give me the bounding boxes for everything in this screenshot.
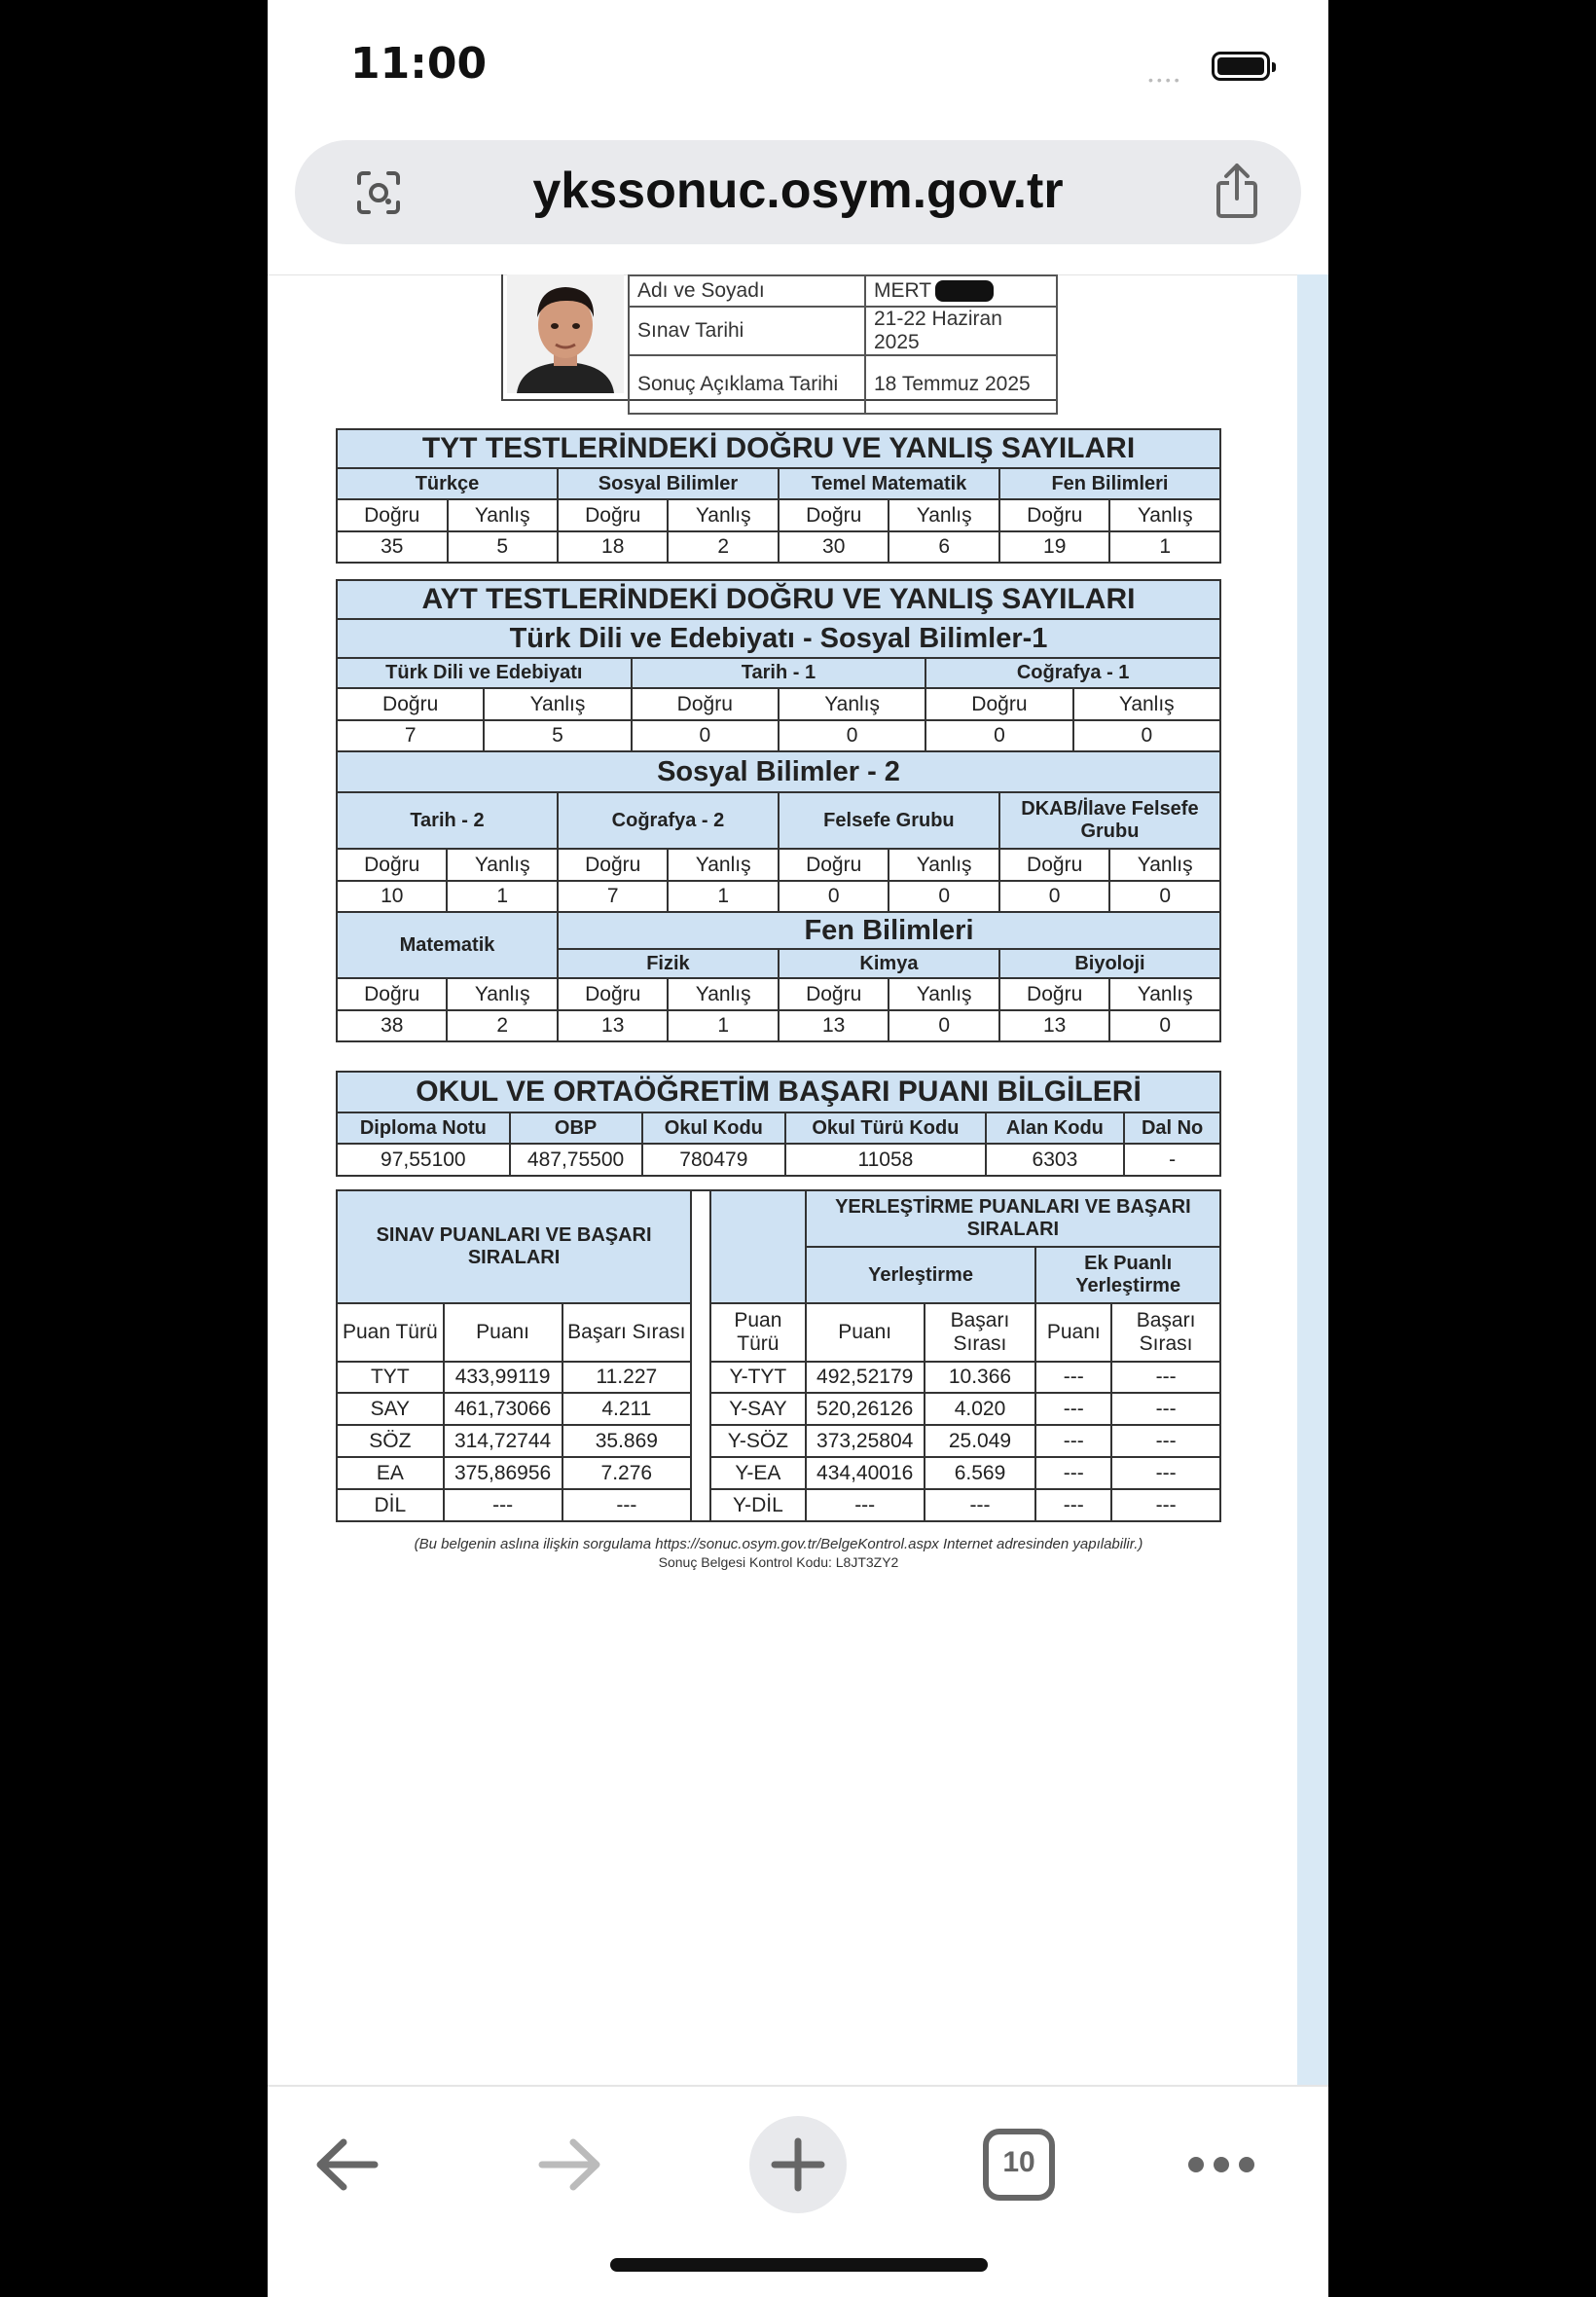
subject-header: Sosyal Bilimler [558,468,779,499]
puan-cell: --- [1035,1393,1111,1425]
yanlis-label: Yanlış [1109,499,1220,531]
puan-cell: --- [806,1489,925,1521]
okul-title: OKUL VE ORTAÖĞRETİM BAŞARI PUANI BİLGİLERİ [337,1072,1220,1112]
okul-value: - [1124,1144,1220,1176]
info-label: Adı ve Soyadı [629,275,865,307]
yanlis-label: Yanlış [889,849,998,881]
status-time: 11:00 [350,39,488,89]
puan-cell: --- [1111,1457,1220,1489]
dogru-label: Doğru [558,849,668,881]
puan-cell: --- [925,1489,1036,1521]
subject-header: Türk Dili ve Edebiyatı [337,658,632,688]
home-indicator[interactable] [610,2258,988,2272]
subject-header: Matematik [337,912,558,978]
subject-header: Kimya [779,949,999,978]
count-cell: 0 [889,881,998,912]
puan-row [337,1457,1220,1489]
new-tab-plus-icon[interactable] [749,2116,847,2213]
count-cell: 0 [925,720,1072,751]
puan-cell: --- [1035,1425,1111,1457]
puan-cell: --- [1111,1489,1220,1521]
okul-header: Diploma Notu [337,1112,510,1144]
count-cell: 0 [779,881,889,912]
count-cell: 0 [779,720,925,751]
candidate-photo [507,274,624,393]
info-label: Sınav Tarihi [629,307,865,355]
count-cell: 1 [447,881,557,912]
puan-cell: TYT [337,1362,444,1393]
tabs-button[interactable] [970,2116,1068,2213]
puan-cell: 314,72744 [444,1425,562,1457]
puan-cell: Y-DİL [710,1489,806,1521]
okul-header: OBP [510,1112,642,1144]
puan-cell: --- [1111,1393,1220,1425]
info-value: 18 Temmuz 2025 [865,355,1057,414]
more-options-icon[interactable] [1173,2116,1270,2213]
subject-header: Coğrafya - 1 [925,658,1220,688]
yanlis-label: Yanlış [779,688,925,720]
count-cell: 0 [632,720,779,751]
puan-row [337,1362,1220,1393]
col-header: Başarı Sırası [925,1303,1036,1362]
control-code: Sonuç Belgesi Kontrol Kodu: L8JT3ZY2 [658,1554,899,1570]
puan-cell: --- [1035,1362,1111,1393]
yanlis-label: Yanlış [1073,688,1220,720]
puan-cell: Y-SÖZ [710,1425,806,1457]
info-value: 21-22 Haziran 2025 [865,307,1057,355]
dogru-label: Doğru [999,499,1110,531]
dogru-label: Doğru [337,499,448,531]
puan-cell: 7.276 [562,1457,692,1489]
puan-cell: Y-SAY [710,1393,806,1425]
puan-cell: --- [1035,1457,1111,1489]
puan-cell: EA [337,1457,444,1489]
page-side-strip [1297,274,1328,2085]
puan-cell: --- [562,1489,692,1521]
col-header: Puanı [806,1303,925,1362]
back-arrow-icon[interactable] [299,2116,396,2213]
puan-cell: 25.049 [925,1425,1036,1457]
puan-cell: DİL [337,1489,444,1521]
candidate-name: MERT [874,279,932,302]
count-cell: 7 [558,881,668,912]
subject-header: Biyoloji [999,949,1220,978]
puan-cell: SAY [337,1393,444,1425]
count-cell: 0 [1109,881,1220,912]
subject-header: Temel Matematik [779,468,999,499]
info-value [865,275,1057,307]
dogru-label: Doğru [779,978,889,1010]
puan-row [337,1393,1220,1425]
col-header: Puanı [444,1303,562,1362]
dogru-label: Doğru [632,688,779,720]
puan-table [336,1189,1221,1522]
okul-table [336,1071,1221,1177]
yanlis-label: Yanlış [668,499,778,531]
col-header: Puanı [1035,1303,1111,1362]
tyt-title: TYT TESTLERİNDEKİ DOĞRU VE YANLIŞ SAYILARI [337,429,1220,468]
puan-cell: Y-TYT [710,1362,806,1393]
count-cell: 38 [337,1010,447,1041]
yanlis-label: Yanlış [484,688,631,720]
info-table [628,274,1058,415]
ayt-table [336,579,1221,1042]
subject-header: Türkçe [337,468,558,499]
puan-cell: --- [1111,1362,1220,1393]
yanlis-label: Yanlış [889,499,998,531]
count-cell: 0 [889,1010,998,1041]
dogru-label: Doğru [558,978,668,1010]
yanlis-label: Yanlış [1109,978,1220,1010]
address-bar[interactable] [295,140,1301,244]
okul-value: 97,55100 [337,1144,510,1176]
puan-row [337,1489,1220,1521]
puan-cell: --- [1035,1489,1111,1521]
puan-cell: 461,73066 [444,1393,562,1425]
dogru-label: Doğru [337,849,447,881]
subject-header: Felsefe Grubu [779,792,999,849]
yanlis-label: Yanlış [447,849,557,881]
dogru-label: Doğru [779,849,889,881]
dogru-label: Doğru [337,688,484,720]
yanlis-label: Yanlış [447,978,557,1010]
table-gap [691,1190,710,1521]
yerlestirme-puan-title: YERLEŞTİRME PUANLARI VE BAŞARI SIRALARI [806,1190,1220,1247]
count-cell: 30 [779,531,889,563]
yanlis-label: Yanlış [889,978,998,1010]
count-cell: 1 [1109,531,1220,563]
count-cell: 18 [558,531,669,563]
subject-header: Tarih - 1 [632,658,926,688]
count-cell: 0 [1073,720,1220,751]
phone-screen [268,0,1328,2297]
count-cell: 0 [999,881,1109,912]
count-cell: 5 [484,720,631,751]
candidate-info [501,274,1058,401]
okul-value: 11058 [785,1144,985,1176]
yanlis-label: Yanlış [668,849,778,881]
okul-value: 780479 [642,1144,786,1176]
yerlestirme-header: Yerleştirme [806,1247,1036,1303]
tab-count: 10 [1002,2146,1035,2178]
forward-arrow-icon[interactable] [521,2116,618,2213]
puan-row [337,1425,1220,1457]
subject-header: Fen Bilimleri [999,468,1220,499]
ayt-title: AYT TESTLERİNDEKİ DOĞRU VE YANLIŞ SAYILARI [337,580,1220,619]
puan-cell: --- [1111,1425,1220,1457]
puan-cell: 35.869 [562,1425,692,1457]
count-cell: 10 [337,881,447,912]
yanlis-label: Yanlış [668,978,778,1010]
count-cell: 0 [1109,1010,1220,1041]
count-cell: 2 [668,531,778,563]
ayt-section1-title: Türk Dili ve Edebiyatı - Sosyal Bilimler-1 [337,619,1220,658]
count-cell: 35 [337,531,448,563]
tyt-table [336,428,1221,564]
dogru-label: Doğru [779,499,889,531]
ayt-section2-title: Sosyal Bilimler - 2 [337,751,1220,792]
dogru-label: Doğru [558,499,669,531]
okul-header: Okul Kodu [642,1112,786,1144]
signal-icon: •••• [1148,72,1183,88]
url-text[interactable]: ykssonuc.osym.gov.tr [532,163,1064,219]
sinav-puan-title: SINAV PUANLARI VE BAŞARI SIRALARI [337,1190,691,1303]
dogru-label: Doğru [999,849,1109,881]
redaction-mark [935,280,994,302]
count-cell: 6 [889,531,998,563]
puan-cell: Y-EA [710,1457,806,1489]
header-spacer [710,1190,806,1303]
puan-cell: 11.227 [562,1362,692,1393]
puan-cell: 373,25804 [806,1425,925,1457]
puan-cell: 433,99119 [444,1362,562,1393]
verification-note: (Bu belgenin aslına ilişkin sorgulama https://sonuc.osym.gov.tr/BelgeKontrol.aspx Internet adresinden yapılabilir.) [414,1536,1143,1552]
count-cell: 13 [999,1010,1109,1041]
dogru-label: Doğru [925,688,1072,720]
col-header: Başarı Sırası [1111,1303,1220,1362]
dogru-label: Doğru [337,978,447,1010]
fen-header: Fen Bilimleri [558,912,1220,949]
battery-icon [1212,52,1270,81]
puan-cell: 4.211 [562,1393,692,1425]
subject-header: Coğrafya - 2 [558,792,779,849]
yanlis-label: Yanlış [448,499,558,531]
count-cell: 13 [558,1010,668,1041]
subject-header: Fizik [558,949,779,978]
puan-cell: 492,52179 [806,1362,925,1393]
puan-cell: 6.569 [925,1457,1036,1489]
puan-cell: 520,26126 [806,1393,925,1425]
col-header: Puan Türü [337,1303,444,1362]
puan-cell: --- [444,1489,562,1521]
puan-cell: 375,86956 [444,1457,562,1489]
okul-header: Okul Türü Kodu [785,1112,985,1144]
ek-puanli-header: Ek Puanlı Yerleştirme [1035,1247,1220,1303]
count-cell: 1 [668,881,778,912]
yanlis-label: Yanlış [1109,849,1220,881]
okul-value: 487,75500 [510,1144,642,1176]
puan-cell: 434,40016 [806,1457,925,1489]
okul-header: Dal No [1124,1112,1220,1144]
col-header: Puan Türü [710,1303,806,1362]
info-label: Sonuç Açıklama Tarihi [629,355,865,414]
count-cell: 2 [447,1010,557,1041]
share-icon[interactable] [1212,162,1262,220]
subject-header: Tarih - 2 [337,792,558,849]
count-cell: 5 [448,531,558,563]
count-cell: 13 [779,1010,889,1041]
puan-cell: 10.366 [925,1362,1036,1393]
subject-header: DKAB/İlave Felsefe Grubu [999,792,1220,849]
count-cell: 1 [668,1010,778,1041]
dogru-label: Doğru [999,978,1109,1010]
col-header: Başarı Sırası [562,1303,692,1362]
okul-value: 6303 [986,1144,1125,1176]
puan-cell: 4.020 [925,1393,1036,1425]
puan-cell: SÖZ [337,1425,444,1457]
count-cell: 7 [337,720,484,751]
count-cell: 19 [999,531,1110,563]
okul-header: Alan Kodu [986,1112,1125,1144]
